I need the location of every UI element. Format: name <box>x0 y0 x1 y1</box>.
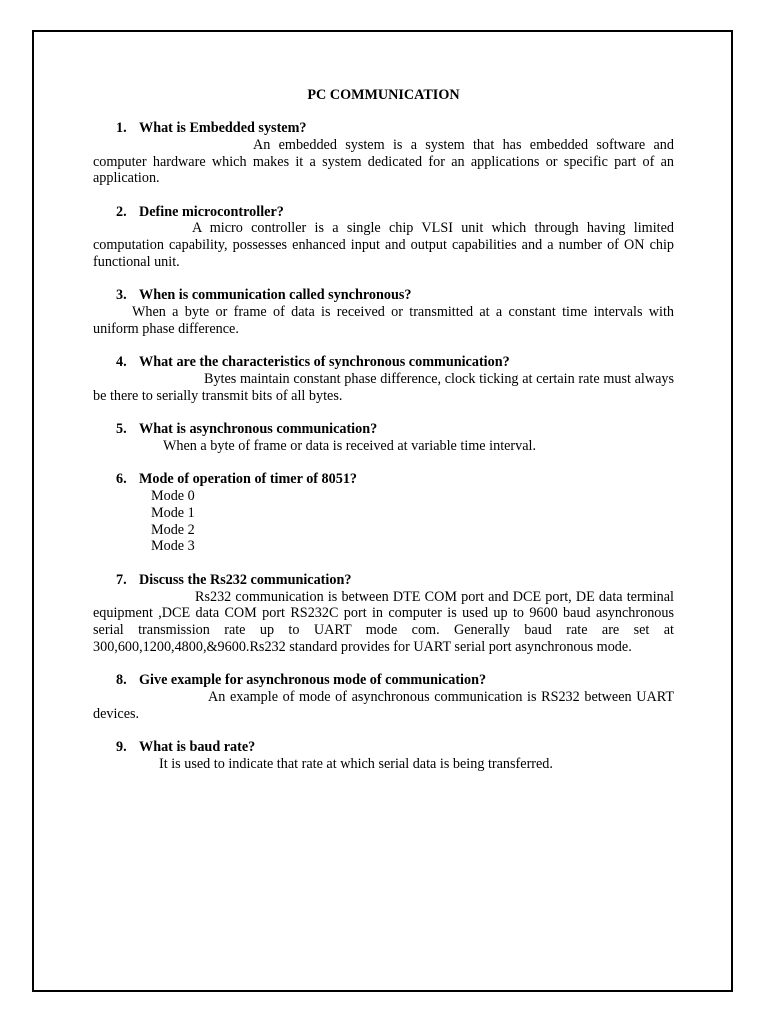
question-number: 9. <box>116 739 127 756</box>
qa-item-9 <box>93 739 674 773</box>
question-2 <box>93 204 674 221</box>
document-body <box>93 86 674 789</box>
answer-5: When a byte of frame or data is received at variable time interval. <box>163 437 537 454</box>
question-number: 4. <box>116 354 127 371</box>
question-text: Define microcontroller? <box>139 203 284 220</box>
question-text: What is asynchronous communication? <box>139 421 378 438</box>
question-text: What is Embedded system? <box>139 120 307 136</box>
question-9 <box>93 739 674 756</box>
answer-7: Rs232 communication is between DTE COM port and DCE port, DE data terminal equipment ,DCE data COM port RS232C port in computer is used up to 9600 baud asynchronous serial transmission rate up to UART mode com. Generally baud rate are set at 300,600,1200,4800,&9600.Rs232 standard provides for UART serial port asynchronous mode. <box>93 588 674 655</box>
qa-item-1 <box>93 120 674 187</box>
qa-item-8 <box>93 672 674 722</box>
question-text: What is baud rate? <box>139 739 256 756</box>
question-7 <box>93 572 674 589</box>
qa-item-6 <box>93 471 674 555</box>
answer-9: It is used to indicate that rate at which serial data is being transferred. <box>159 755 553 772</box>
answer-2: A micro controller is a single chip VLSI unit which through having limited computation capability, possesses enhanced input and output capabilities and a number of ON chip functional unit. <box>93 220 674 271</box>
question-text: Give example for asynchronous mode of communication? <box>139 672 487 689</box>
qa-item-3 <box>93 287 674 337</box>
timer-mode-item: Mode 1 <box>151 504 195 521</box>
question-6 <box>93 471 674 488</box>
question-text: Discuss the Rs232 communication? <box>139 571 352 588</box>
qa-item-5 <box>93 421 674 455</box>
qa-item-7 <box>93 572 674 656</box>
timer-modes-list <box>93 488 674 555</box>
answer-8: An example of mode of asynchronous communication is RS232 between UART devices. <box>93 689 674 722</box>
question-number: 5. <box>116 421 127 438</box>
question-number: 1. <box>116 120 127 136</box>
qa-item-4 <box>93 354 674 404</box>
answer-1: An embedded system is a system that has embedded software and computer hardware which makes it a system dedicated for an applications or specific part of an application. <box>93 136 674 187</box>
question-number: 2. <box>116 203 127 220</box>
timer-mode-item: Mode 2 <box>151 521 195 538</box>
question-8 <box>93 672 674 689</box>
document-title: PC COMMUNICATION <box>307 87 460 103</box>
timer-mode-item: Mode 3 <box>151 538 195 555</box>
question-5 <box>93 421 674 438</box>
answer-4: Bytes maintain constant phase difference, clock ticking at certain rate must always be there to serially transmit bits of all bytes. <box>93 371 674 404</box>
question-number: 3. <box>116 287 127 304</box>
question-3 <box>93 287 674 304</box>
question-text: Mode of operation of timer of 8051? <box>139 471 358 488</box>
question-number: 8. <box>116 672 127 689</box>
answer-3: When a byte or frame of data is received or transmitted at a constant time intervals with uniform phase difference. <box>93 304 674 337</box>
question-1 <box>93 120 674 137</box>
question-text: What are the characteristics of synchronous communication? <box>139 354 510 371</box>
question-4 <box>93 354 674 371</box>
question-text: When is communication called synchronous? <box>139 287 412 304</box>
qa-item-2 <box>93 204 674 271</box>
timer-mode-item: Mode 0 <box>151 488 195 505</box>
question-number: 7. <box>116 571 127 588</box>
question-number: 6. <box>116 471 127 488</box>
